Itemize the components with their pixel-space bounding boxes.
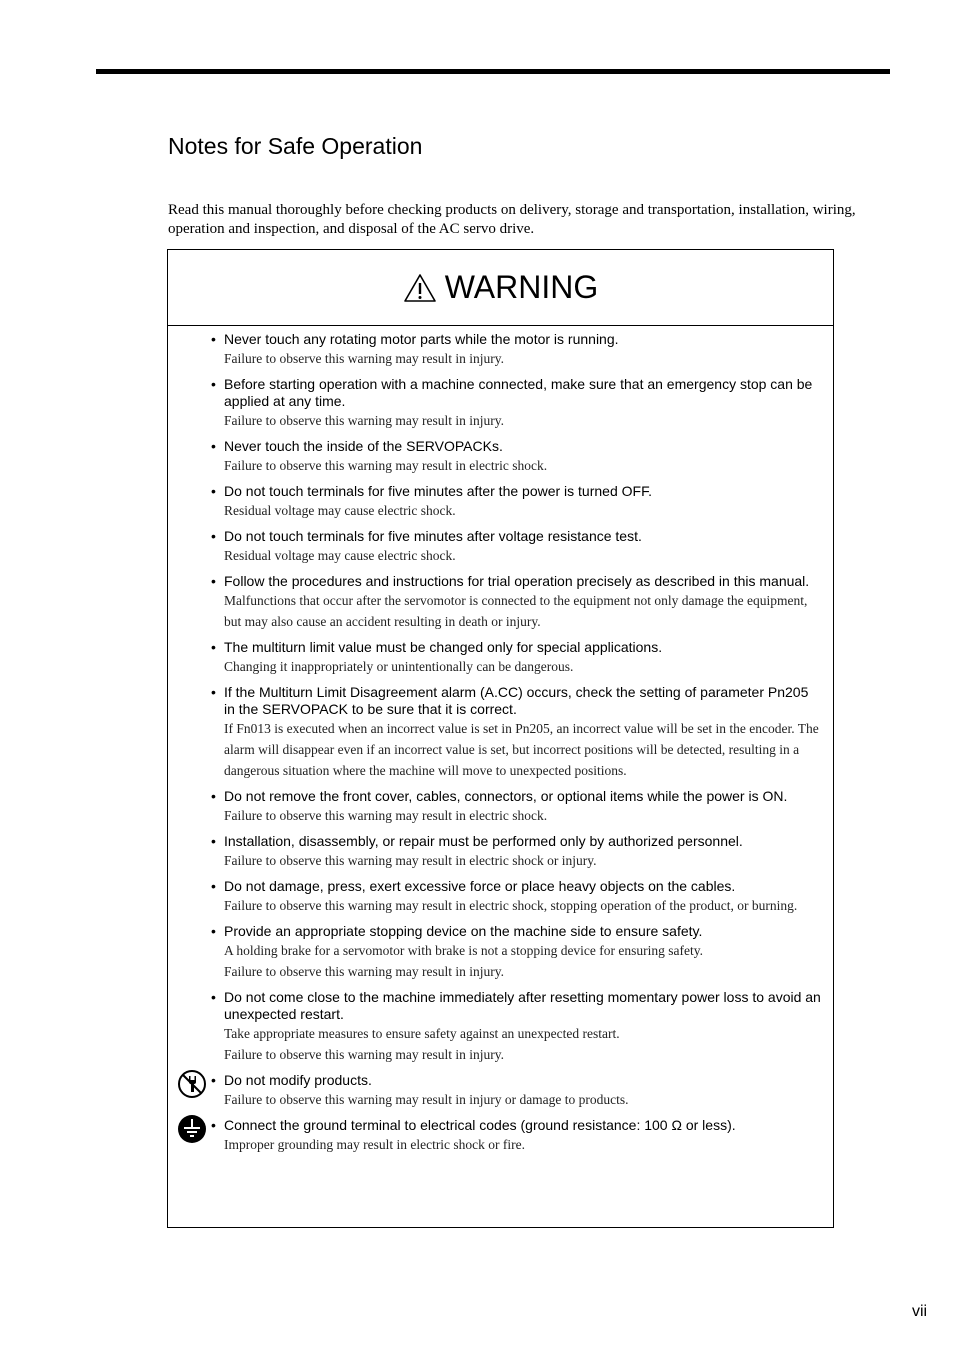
warning-item [211,528,823,566]
bullet: • [211,684,216,700]
warning-text: Do not modify products. [224,1072,372,1088]
warning-consequence: Failure to observe this warning may result in injury or damage to products. [224,1092,629,1107]
warning-consequence: Failure to observe this warning may result in injury. [224,964,504,979]
warning-title: WARNING [444,269,599,305]
bullet: • [211,639,216,655]
warning-consequence: Changing it inappropriately or unintentionally can be dangerous. [224,659,574,674]
warning-text: Before starting operation with a machine connected, make sure that an emergency stop can be applied at any time. [224,376,813,409]
warning-consequence: Malfunctions that occur after the servomotor is connected to the equipment not only damage the equipment, but may also cause an accident resulting in death or injury. [224,593,808,629]
warning-item [211,878,823,916]
warning-text: The multiturn limit value must be changed only for special applications. [224,639,663,655]
warning-text: Installation, disassembly, or repair must be performed only by authorized personnel. [224,833,743,849]
warning-item [211,989,823,1065]
warning-consequence: Failure to observe this warning may result in electric shock or injury. [224,853,597,868]
warning-item [211,1117,823,1155]
warning-consequence: Take appropriate measures to ensure safety against an unexpected restart. [224,1026,620,1041]
warning-text: Never touch any rotating motor parts while the motor is running. [224,331,619,347]
warning-consequence: Failure to observe this warning may result in electric shock. [224,458,548,473]
ground-icon [177,1114,207,1149]
warning-consequence: Failure to observe this warning may result in injury. [224,351,504,366]
intro-paragraph: Read this manual thoroughly before checking products on delivery, storage and transportation, installation, wiring, operation and inspection, and disposal of the AC servo drive. [168,202,856,237]
warning-consequence: Failure to observe this warning may result in electric shock, stopping operation of the product, or burning. [224,898,798,913]
warning-item [211,923,823,982]
warning-item [211,833,823,871]
warning-text: Never touch the inside of the SERVOPACKs. [224,438,503,454]
bullet: • [211,331,216,347]
warning-item [211,573,823,632]
bullet: • [211,833,216,849]
bullet: • [211,483,216,499]
warning-item [211,684,823,781]
bullet: • [211,878,216,894]
warning-text: Do not touch terminals for five minutes after the power is turned OFF. [224,483,652,499]
warning-text: Do not touch terminals for five minutes after voltage resistance test. [224,528,642,544]
warning-text: If the Multiturn Limit Disagreement alarm (A.CC) occurs, check the setting of parameter Pn205 in the SERVOPACK to be sure that it is correct. [224,684,809,717]
top-rule [96,69,890,74]
bullet: • [211,1072,216,1088]
warning-consequence: Failure to observe this warning may result in electric shock. [224,808,548,823]
warning-consequence: Improper grounding may result in electric shock or fire. [224,1137,526,1152]
warning-text: Do not damage, press, exert excessive force or place heavy objects on the cables. [224,878,736,894]
warning-consequence: Residual voltage may cause electric shock. [224,503,456,518]
warning-item [211,376,823,431]
warning-consequence: A holding brake for a servomotor with brake is not a stopping device for ensuring safety. [224,943,704,958]
page-number: vii [912,1303,928,1320]
warning-consequence: Residual voltage may cause electric shock. [224,548,456,563]
warning-item [211,331,823,369]
warning-text: Do not come close to the machine immediately after resetting momentary power loss to avoid an unexpected restart. [224,989,821,1022]
no-disassembly-icon [177,1069,207,1104]
warning-text: Provide an appropriate stopping device on the machine side to ensure safety. [224,923,703,939]
warning-header [168,250,833,326]
warning-item [211,788,823,826]
warning-box [167,249,834,1228]
bullet: • [211,989,216,1005]
warning-consequence: Failure to observe this warning may result in injury. [224,413,504,428]
warning-triangle-icon [403,273,437,303]
warning-text: Do not remove the front cover, cables, connectors, or optional items while the power is ON. [224,788,788,804]
warning-text: Connect the ground terminal to electrical codes (ground resistance: 100 Ω or less). [224,1117,736,1133]
warning-consequence: Failure to observe this warning may result in injury. [224,1047,504,1062]
bullet: • [211,788,216,804]
warning-consequence: If Fn013 is executed when an incorrect value is set in Pn205, an incorrect value will be set in the encoder. The alarm will disappear even if an incorrect value is set, but incorrect positions will be detected, resulting in a dangerous situation where the machine will move to unexpected positions. [224,721,819,778]
warning-item [211,483,823,521]
warning-item [211,1072,823,1110]
bullet: • [211,438,216,454]
bullet: • [211,376,216,392]
warning-item [211,639,823,677]
bullet: • [211,528,216,544]
warning-list [168,326,833,1155]
page-title: Notes for Safe Operation [168,133,423,159]
bullet: • [211,1117,216,1133]
bullet: • [211,573,216,589]
warning-text: Follow the procedures and instructions for trial operation precisely as described in this manual. [224,573,810,589]
bullet: • [211,923,216,939]
warning-item [211,438,823,476]
